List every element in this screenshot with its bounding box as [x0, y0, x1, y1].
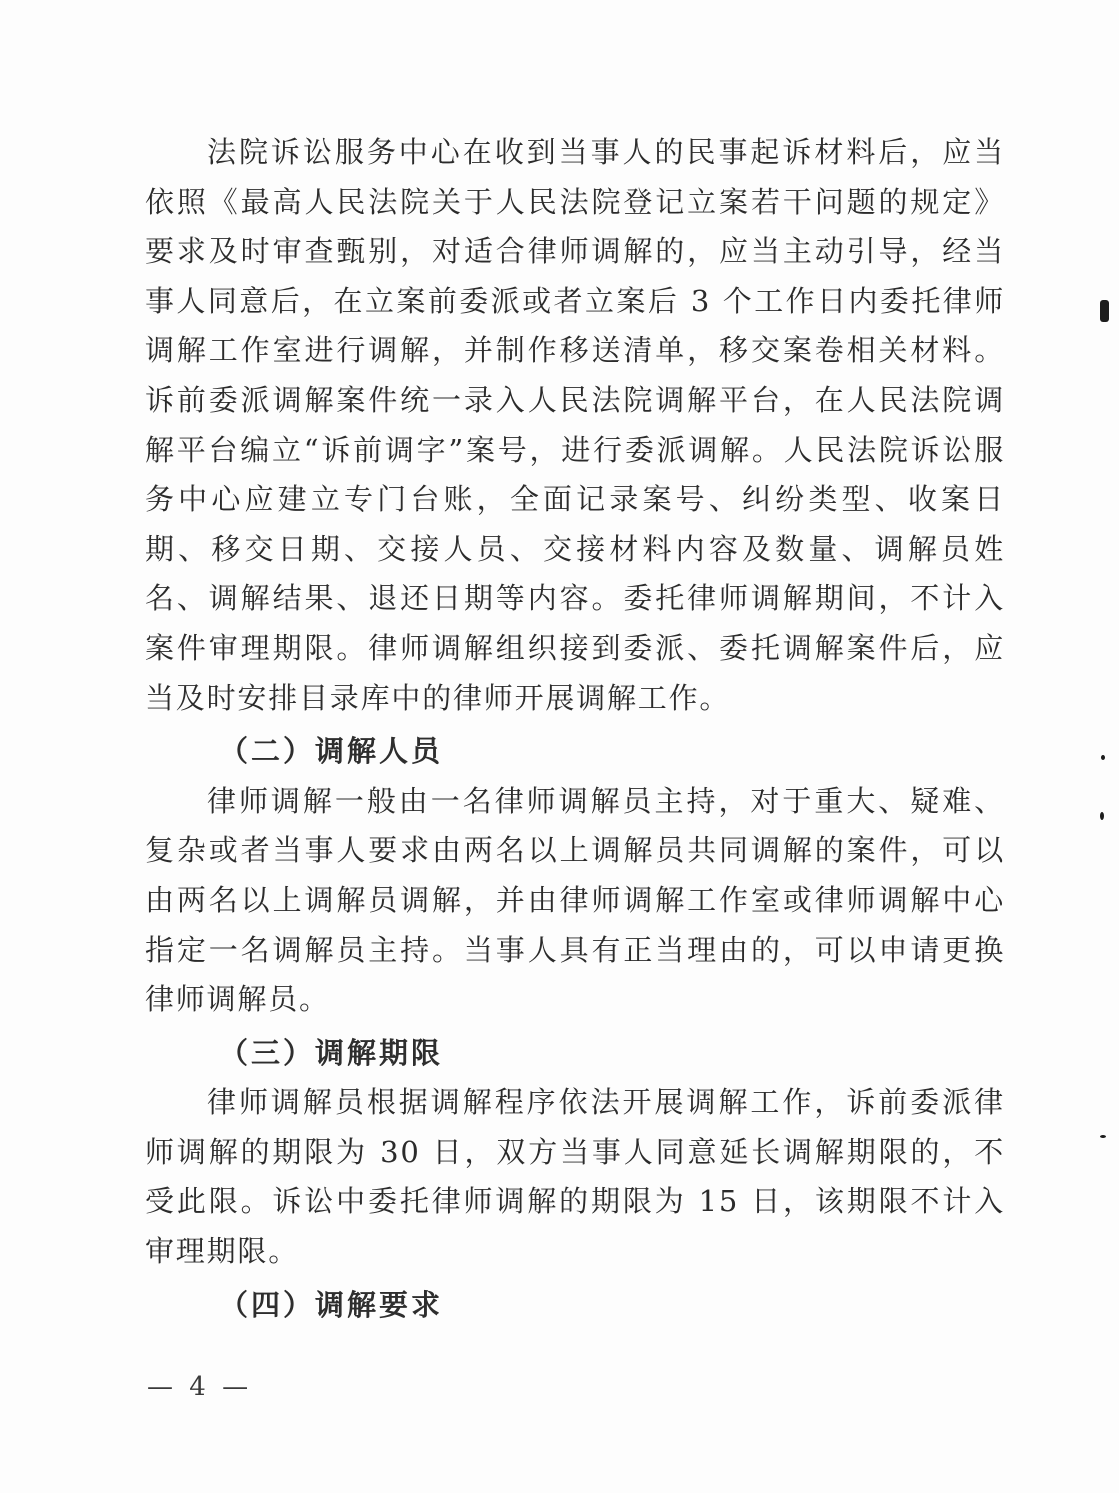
document-body: [145, 128, 1005, 1330]
scan-speck: [1100, 812, 1104, 820]
page-number: — 4 —: [147, 1372, 253, 1402]
paragraph-mediation-personnel: 律师调解一般由一名律师调解员主持，对于重大、疑难、复杂或者当事人要求由两名以上调解员共同调解的案件，可以由两名以上调解员调解，并由律师调解工作室或律师调解中心指定一名调解员主持。当事人具有正当理由的，可以申请更换律师调解员。: [145, 783, 1005, 1017]
scan-speck: [1100, 1135, 1106, 1138]
heading-mediation-personnel: （二）调解人员: [219, 734, 444, 769]
paragraph-mediation-period: 律师调解员根据调解程序依法开展调解工作，诉前委派律师调解的期限为 30 日，双方当事人同意延长调解期限的，不受此限。诉讼中委托律师调解的期限为 15 日，该期限不计入审理期限。: [145, 1085, 1005, 1269]
scan-speck: [1100, 300, 1109, 322]
scan-speck: [1101, 755, 1105, 760]
heading-mediation-requirements: （四）调解要求: [219, 1287, 444, 1322]
heading-mediation-period: （三）调解期限: [219, 1035, 444, 1070]
paragraph-case-referral: 法院诉讼服务中心在收到当事人的民事起诉材料后，应当依照《最高人民法院关于人民法院登记立案若干问题的规定》要求及时审查甄别，对适合律师调解的，应当主动引导，经当事人同意后，在立案前委派或者立案后 3 个工作日内委托律师调解工作室进行调解，并制作移送清单，移交案卷相关材料。诉前委派调解案件统一录入人民法院调解平台，在人民法院调解平台编立“诉前调字”案号，进行委派调解。人民法院诉讼服务中心应建立专门台账，全面记录案号、纠纷类型、收案日期、移交日期、交接人员、交接材料内容及数量、调解员姓名、调解结果、退还日期等内容。委托律师调解期间，不计入案件审理期限。律师调解组织接到委派、委托调解案件后，应当及时安排目录库中的律师开展调解工作。: [145, 135, 1005, 715]
